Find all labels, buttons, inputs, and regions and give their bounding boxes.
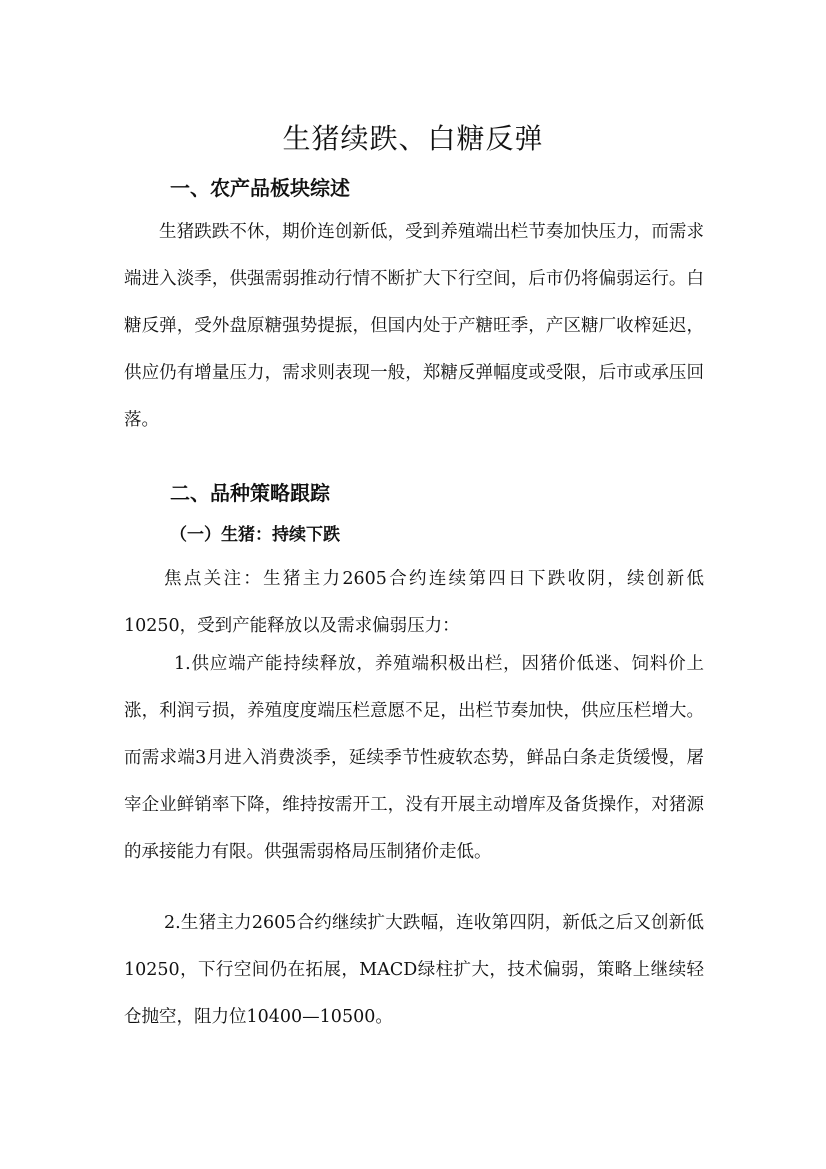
point-one-paragraph: 1.供应端产能持续释放，养殖端积极出栏，因猪价低迷、饲料价上涨，利润亏损，养殖度度端压栏意愿不足，出栏节奏加快，供应压栏增大。而需求端3月进入消费淡季，延续季节性疲软态势，鲜品白条走货缓慢，屠宰企业鲜销率下降，维持按需开工，没有开展主动增库及备货操作，对猪源的承接能力有限。供强需弱格局压制猪价走低。 [124,654,704,862]
section-heading-overview: 一、农产品板块综述 [170,176,350,200]
focus-paragraph: 焦点关注：生猪主力2605合约连续第四日下跌收阴，续创新低10250，受到产能释放以及需求偏弱压力： [124,569,704,636]
section-heading-strategy: 二、品种策略跟踪 [170,481,330,505]
document-title: 生猪续跌、白糖反弹 [282,121,544,155]
subsection-heading-hog: （一）生猪：持续下跌 [170,525,340,545]
overview-paragraph: 生猪跌跌不休，期价连创新低，受到养殖端出栏节奏加快压力，而需求端进入淡季，供强需弱推动行情不断扩大下行空间，后市仍将偏弱运行。白糖反弹，受外盘原糖强势提振，但国内处于产糖旺季，产区糖厂收榨延迟，供应仍有增量压力，需求则表现一般，郑糖反弹幅度或受限，后市或承压回落。 [124,222,704,430]
point-two-paragraph: 2.生猪主力2605合约继续扩大跌幅，连收第四阴，新低之后又创新低10250，下行空间仍在拓展，MACD绿柱扩大，技术偏弱，策略上继续轻仓抛空，阻力位10400—10500。 [124,913,704,1027]
